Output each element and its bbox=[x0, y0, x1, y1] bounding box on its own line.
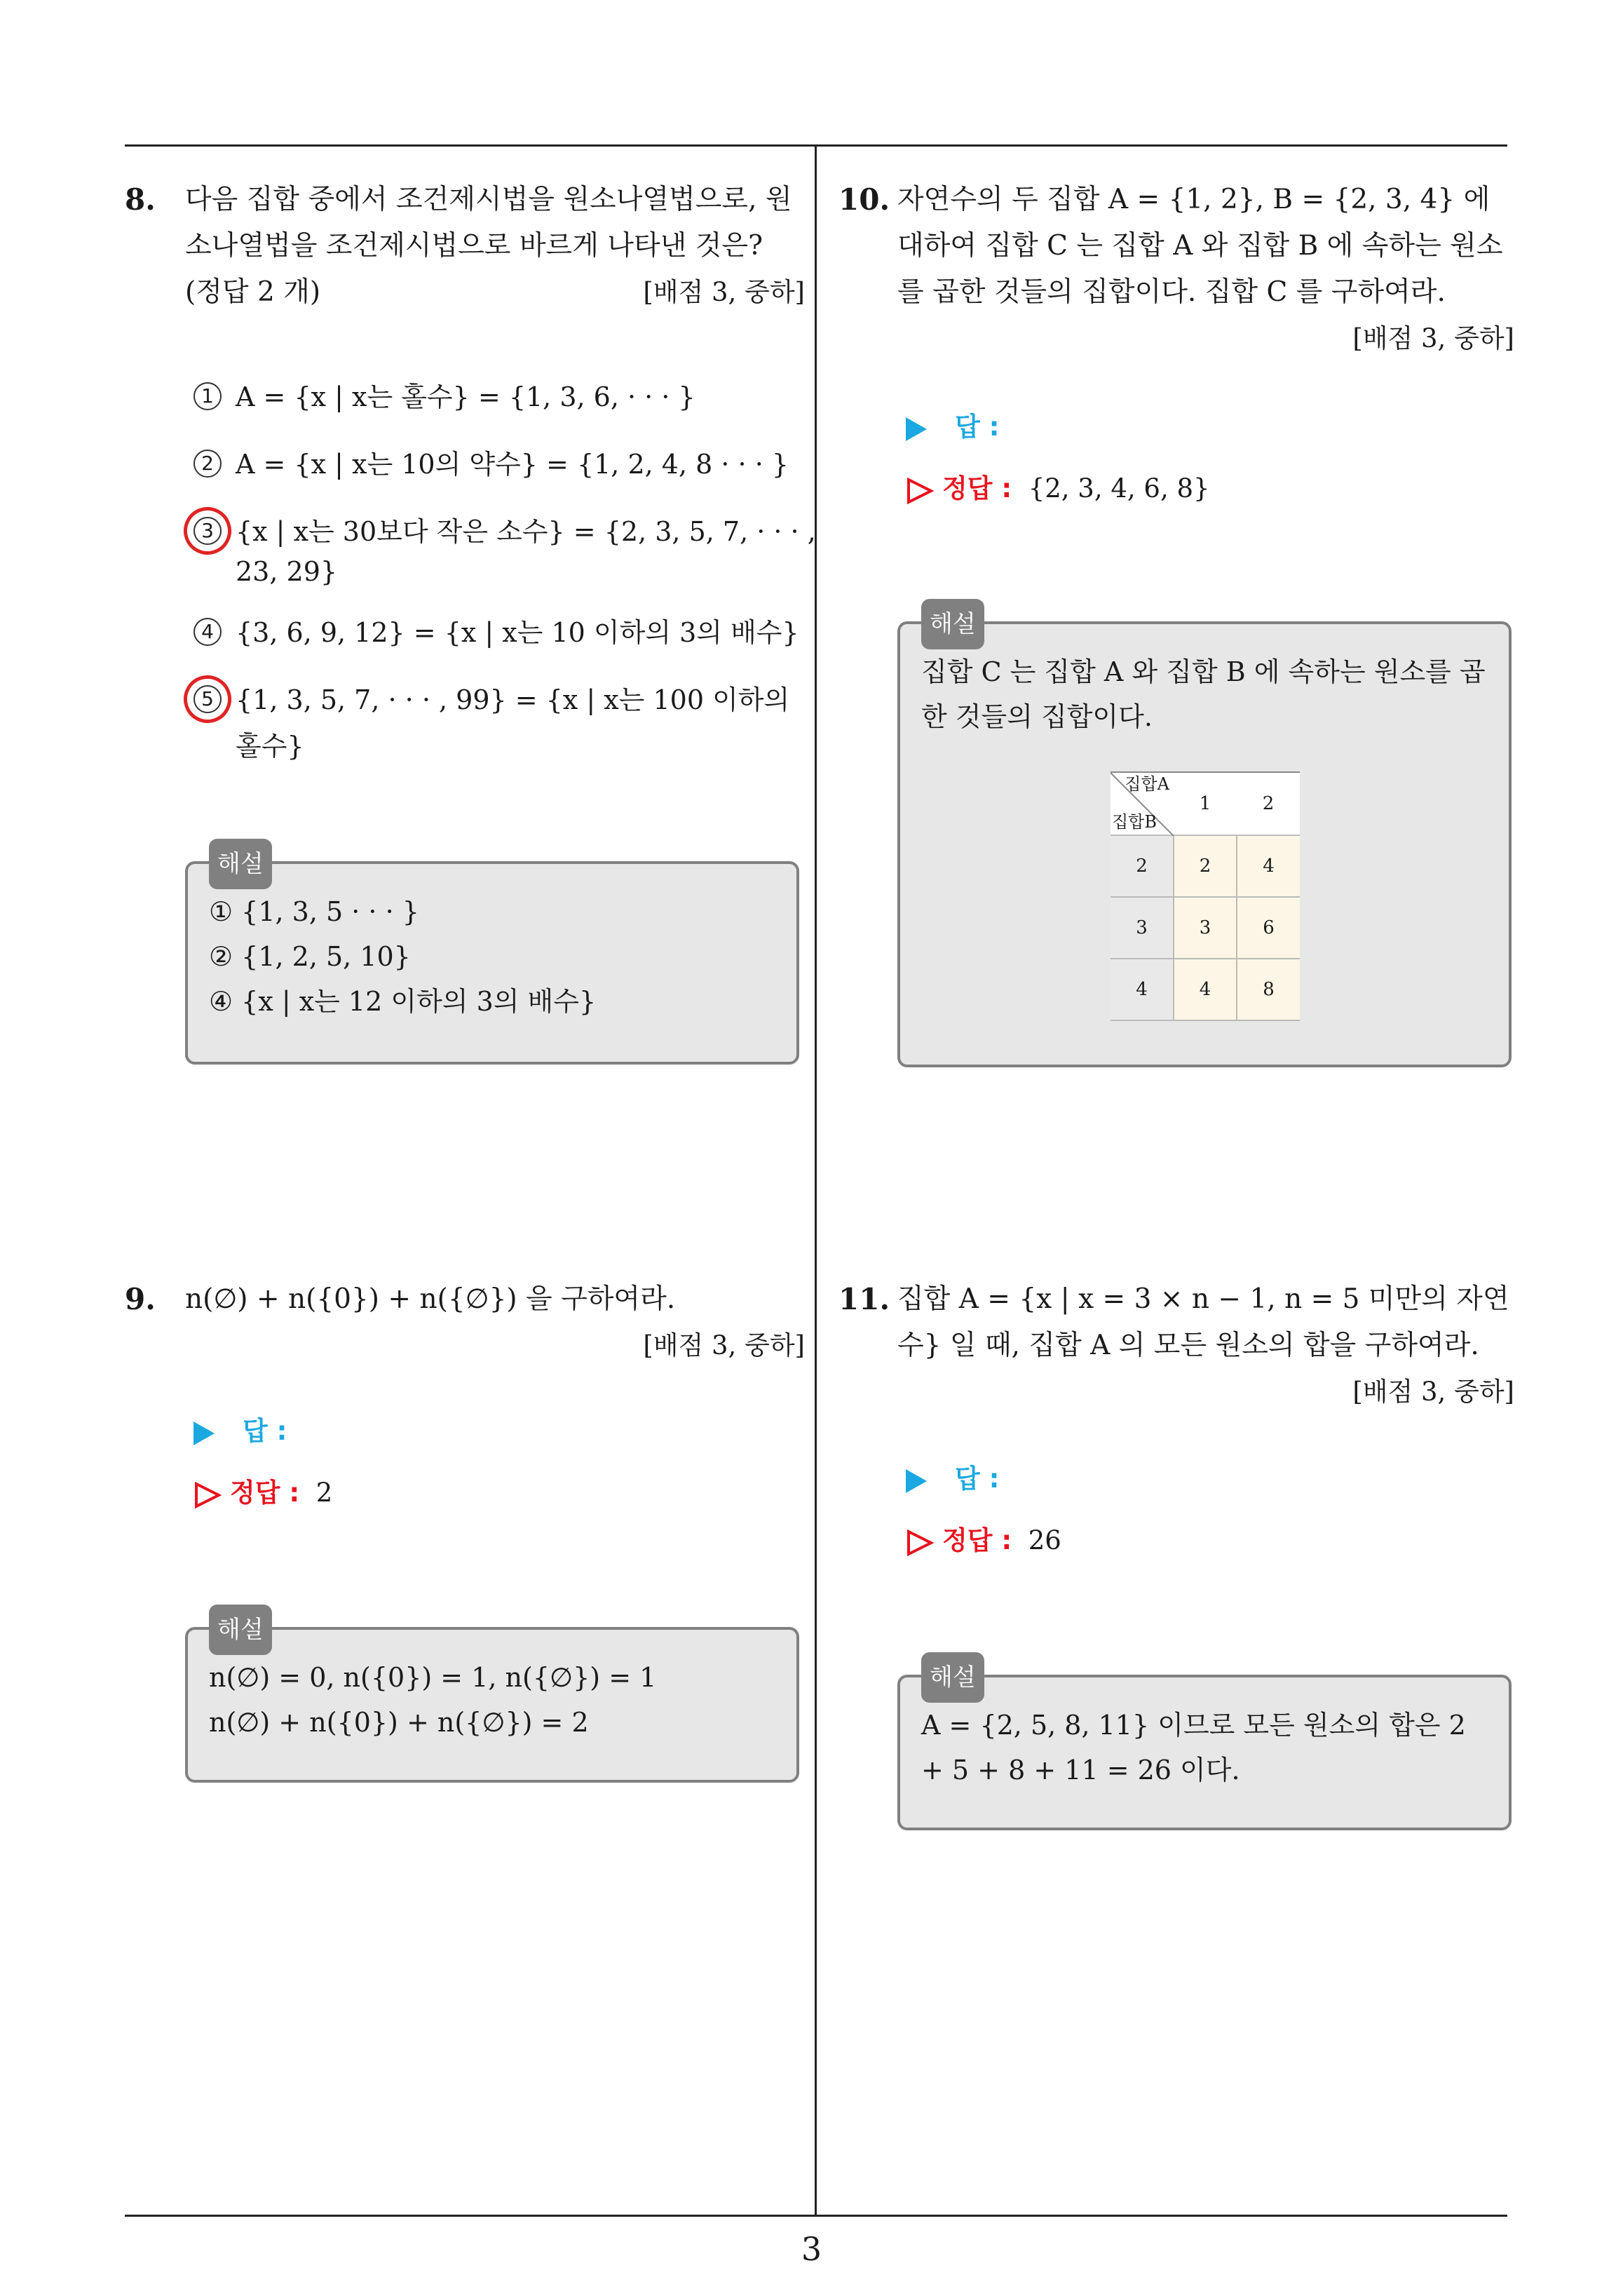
problem-number: 11. bbox=[838, 1282, 890, 1316]
explanation-box bbox=[897, 1663, 1512, 1830]
bottom-rule bbox=[125, 2215, 1507, 2217]
correct-answer-row bbox=[906, 1519, 1061, 1557]
row-header: 4 bbox=[1111, 959, 1174, 1020]
correct-answer-label: 정답 : bbox=[942, 473, 1012, 504]
choice-mark: 3 bbox=[193, 517, 222, 545]
corner-top-label: 집합A bbox=[1125, 774, 1169, 794]
hollow-arrow-icon bbox=[193, 1481, 222, 1509]
explanation-tab: 해설 bbox=[209, 1605, 272, 1655]
choice-list bbox=[193, 375, 816, 771]
choice-2[interactable] bbox=[193, 443, 796, 489]
table-corner bbox=[1111, 772, 1174, 835]
choice-5[interactable] bbox=[193, 678, 796, 724]
explanation-line: 집합 C 는 집합 A 와 집합 B 에 속하는 원소를 곱한 것들의 집합이다. bbox=[921, 656, 1486, 732]
table-cell: 2 bbox=[1174, 835, 1237, 897]
correct-answer-row bbox=[906, 467, 1210, 505]
choice-text: {x | x는 30보다 작은 소수} = {2, 3, 5, 7, · · · , bbox=[236, 516, 816, 547]
page-number: 3 bbox=[801, 2230, 822, 2268]
problem-number: 9. bbox=[125, 1282, 156, 1316]
correct-answer-label: 정답 : bbox=[942, 1525, 1012, 1555]
correct-answer-value: {2, 3, 4, 6, 8} bbox=[1028, 473, 1210, 504]
explanation-line: ② {1, 2, 5, 10} bbox=[209, 941, 411, 972]
table-cell: 3 bbox=[1174, 897, 1237, 959]
explanation-body bbox=[921, 649, 1492, 739]
explanation-tab: 해설 bbox=[921, 1652, 984, 1703]
score-label: [배점 3, 중하] bbox=[643, 277, 805, 307]
explanation-line: A = {2, 5, 8, 11} 이므로 모든 원소의 합은 2 + 5 + 8 + 11 = 26 이다. bbox=[921, 1710, 1466, 1785]
table-cell: 4 bbox=[1237, 835, 1300, 897]
column-header: 1 bbox=[1174, 772, 1237, 835]
problem-text: 집합 A = {x | x = 3 × n − 1, n = 5 미만의 자연수} 일 때, 집합 A 의 모든 원소의 합을 구하여라. bbox=[897, 1283, 1509, 1361]
score-label: [배점 3, 중하] bbox=[643, 1330, 805, 1360]
explanation-box bbox=[897, 610, 1512, 1067]
explanation-line: ① {1, 3, 5 · · · } bbox=[209, 896, 419, 927]
table-cell: 4 bbox=[1174, 959, 1237, 1020]
choice-3[interactable] bbox=[193, 510, 816, 556]
hollow-arrow-icon bbox=[906, 477, 934, 505]
score-label: [배점 3, 중하] bbox=[1352, 323, 1514, 353]
choice-mark: 1 bbox=[193, 382, 222, 410]
score-label: [배점 3, 중하] bbox=[1352, 1377, 1514, 1407]
explanation-line: n(∅) + n({0}) + n({∅}) = 2 bbox=[209, 1707, 589, 1738]
table-cell: 8 bbox=[1237, 959, 1300, 1020]
explanation-line: ④ {x | x는 12 이하의 3의 배수} bbox=[209, 986, 597, 1017]
product-table bbox=[1111, 771, 1300, 1021]
play-arrow-icon bbox=[193, 1422, 215, 1445]
problem-text: 자연수의 두 집합 A = {1, 2}, B = {2, 3, 4} 에 대하여 집합 C 는 집합 A 와 집합 B 에 속하는 원소를 곱한 것들의 집합이다. 집합 C 를 구하여라. bbox=[897, 184, 1503, 308]
explanation-body bbox=[921, 1703, 1492, 1792]
column-header: 2 bbox=[1237, 772, 1300, 835]
explanation-line: n(∅) = 0, n({0}) = 1, n({∅}) = 1 bbox=[209, 1662, 657, 1693]
column-divider bbox=[815, 144, 817, 2216]
answer-row bbox=[906, 405, 999, 443]
problem-number: 10. bbox=[838, 182, 890, 217]
choice-3-continued: 23, 29} bbox=[236, 556, 338, 587]
choice-5-continued: 홀수} bbox=[236, 731, 304, 762]
explanation-box bbox=[185, 850, 799, 1065]
choice-text: A = {x | x는 홀수} = {1, 3, 6, · · · } bbox=[236, 381, 695, 412]
explanation-tab: 해설 bbox=[921, 599, 984, 649]
correct-answer-row bbox=[193, 1471, 332, 1509]
answer-row bbox=[906, 1457, 999, 1495]
choice-4[interactable] bbox=[193, 611, 799, 657]
corner-bottom-label: 집합B bbox=[1112, 812, 1157, 832]
hollow-arrow-icon bbox=[906, 1529, 934, 1557]
choice-mark: 2 bbox=[193, 450, 222, 478]
explanation-body bbox=[209, 1655, 780, 1745]
choice-text: {3, 6, 9, 12} = {x | x는 10 이하의 3의 배수} bbox=[236, 617, 799, 648]
choice-text: A = {x | x는 10의 약수} = {1, 2, 4, 8 · · · } bbox=[236, 449, 789, 480]
problem-number: 8. bbox=[125, 182, 156, 217]
answer-label: 답 : bbox=[955, 412, 1000, 442]
play-arrow-icon bbox=[906, 1469, 927, 1493]
explanation-body bbox=[209, 889, 780, 1024]
choice-1[interactable] bbox=[193, 375, 796, 421]
choice-text: {1, 3, 5, 7, · · · , 99} = {x | x는 100 이하의 bbox=[236, 684, 790, 715]
problem-text: n(∅) + n({0}) + n({∅}) 을 구하여라. bbox=[185, 1283, 676, 1315]
explanation-box bbox=[185, 1616, 799, 1783]
row-header: 2 bbox=[1111, 835, 1174, 897]
choice-mark: 4 bbox=[193, 618, 222, 646]
answer-label: 답 : bbox=[243, 1416, 287, 1446]
explanation-tab: 해설 bbox=[209, 839, 272, 889]
table-row bbox=[1111, 835, 1300, 897]
table-cell: 6 bbox=[1237, 897, 1300, 959]
correct-answer-label: 정답 : bbox=[230, 1478, 300, 1508]
answer-label: 답 : bbox=[955, 1464, 1000, 1494]
table-row bbox=[1111, 959, 1300, 1020]
answer-row bbox=[193, 1410, 287, 1447]
choice-mark: 5 bbox=[193, 685, 222, 713]
correct-answer-value: 2 bbox=[315, 1478, 333, 1508]
problem-text: 다음 집합 중에서 조건제시법을 원소나열법으로, 원소나열법을 조건제시법으로 바르게 나타낸 것은? (정답 2 개) bbox=[185, 184, 792, 308]
play-arrow-icon bbox=[906, 417, 927, 441]
row-header: 3 bbox=[1111, 897, 1174, 959]
table-row bbox=[1111, 897, 1300, 959]
correct-answer-value: 26 bbox=[1028, 1525, 1061, 1555]
